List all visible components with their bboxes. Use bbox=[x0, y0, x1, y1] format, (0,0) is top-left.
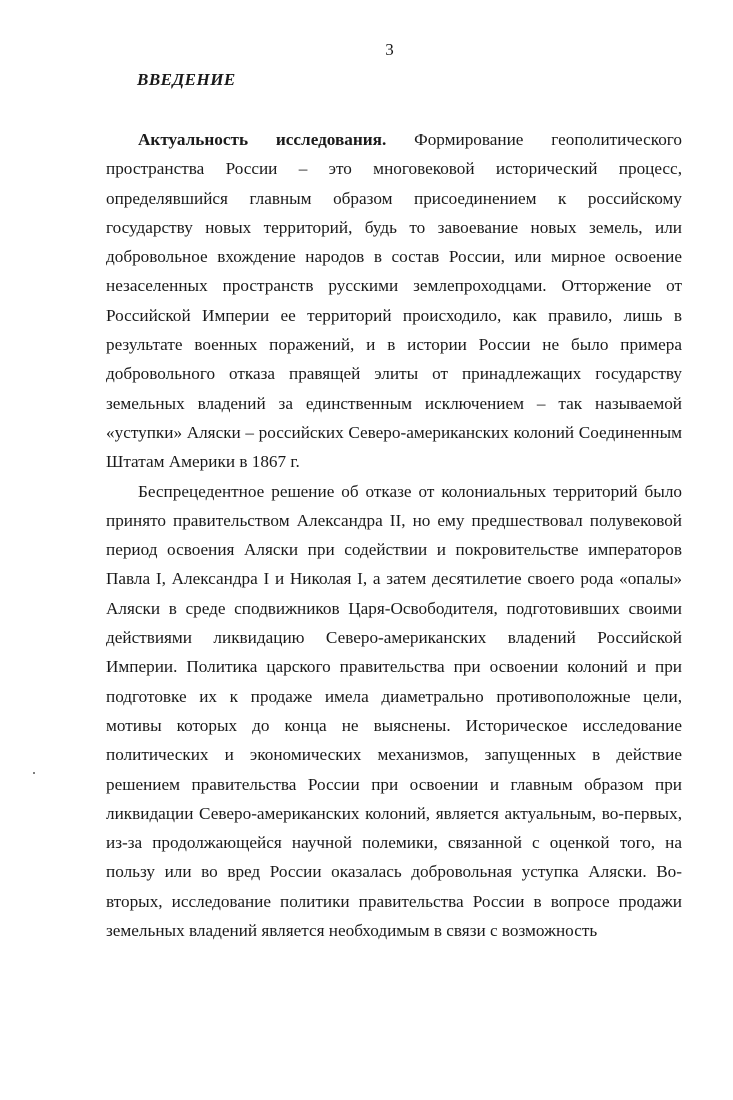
scan-artifact bbox=[33, 772, 35, 774]
paragraph-text: Формирование геополитического пространства России – это многовековой исторический процесс, определявшийся главным образом присоединением к российскому государству новых территорий, будь то завоевание новых земель, или добровольное вхождение народов в состав России, или мирное освоение незаселенных пространств русскими землепроходцами. Отторжение от Российской Империи ее территорий происходило, как правило, лишь в результате военных поражений, и в истории России не было примера добровольного отказа правящей элиты от принадлежащих государству земельных владений за единственным исключением – так называемой «уступки» Аляски – российских Северо-американских колоний Соединенным Штатам Америки в 1867 г. bbox=[106, 130, 682, 472]
paragraph-relevance bbox=[106, 125, 682, 477]
paragraph-text: Беспрецедентное решение об отказе от колониальных территорий было принято правительством Александра II, но ему предшествовал полувековой период освоения Аляски при содействии и покровительстве императоров Павла I, Александра I и Николая I, а затем десятилетие своего рода «опалы» Аляски в среде сподвижников Царя-Освободителя, подготовивших своими действиями ликвидацию Северо-американских владений Российской Империи. Политика царского правительства при освоении колоний и при подготовке их к продаже имела диаметрально противоположные цели, мотивы которых до конца не выяснены. Историческое исследование политических и экономических механизмов, запущенных в действие решением правительства России при освоении и главным образом при ликвидации Северо-американских колоний, является актуальным, во-первых, из-за продолжающейся научной полемики, связанной с оценкой того, на пользу или во вред России оказалась добровольная уступка Аляски. Во-вторых, исследование политики правительства России в вопросе продажи земельных владений является необходимым в связи с возможность bbox=[106, 481, 682, 941]
paragraph-decision bbox=[106, 477, 682, 946]
section-heading: ВВЕДЕНИЕ bbox=[137, 70, 236, 89]
document-body bbox=[106, 125, 682, 945]
paragraph-lead: Актуальность исследования. bbox=[138, 130, 387, 149]
page-number: 3 bbox=[385, 40, 394, 59]
